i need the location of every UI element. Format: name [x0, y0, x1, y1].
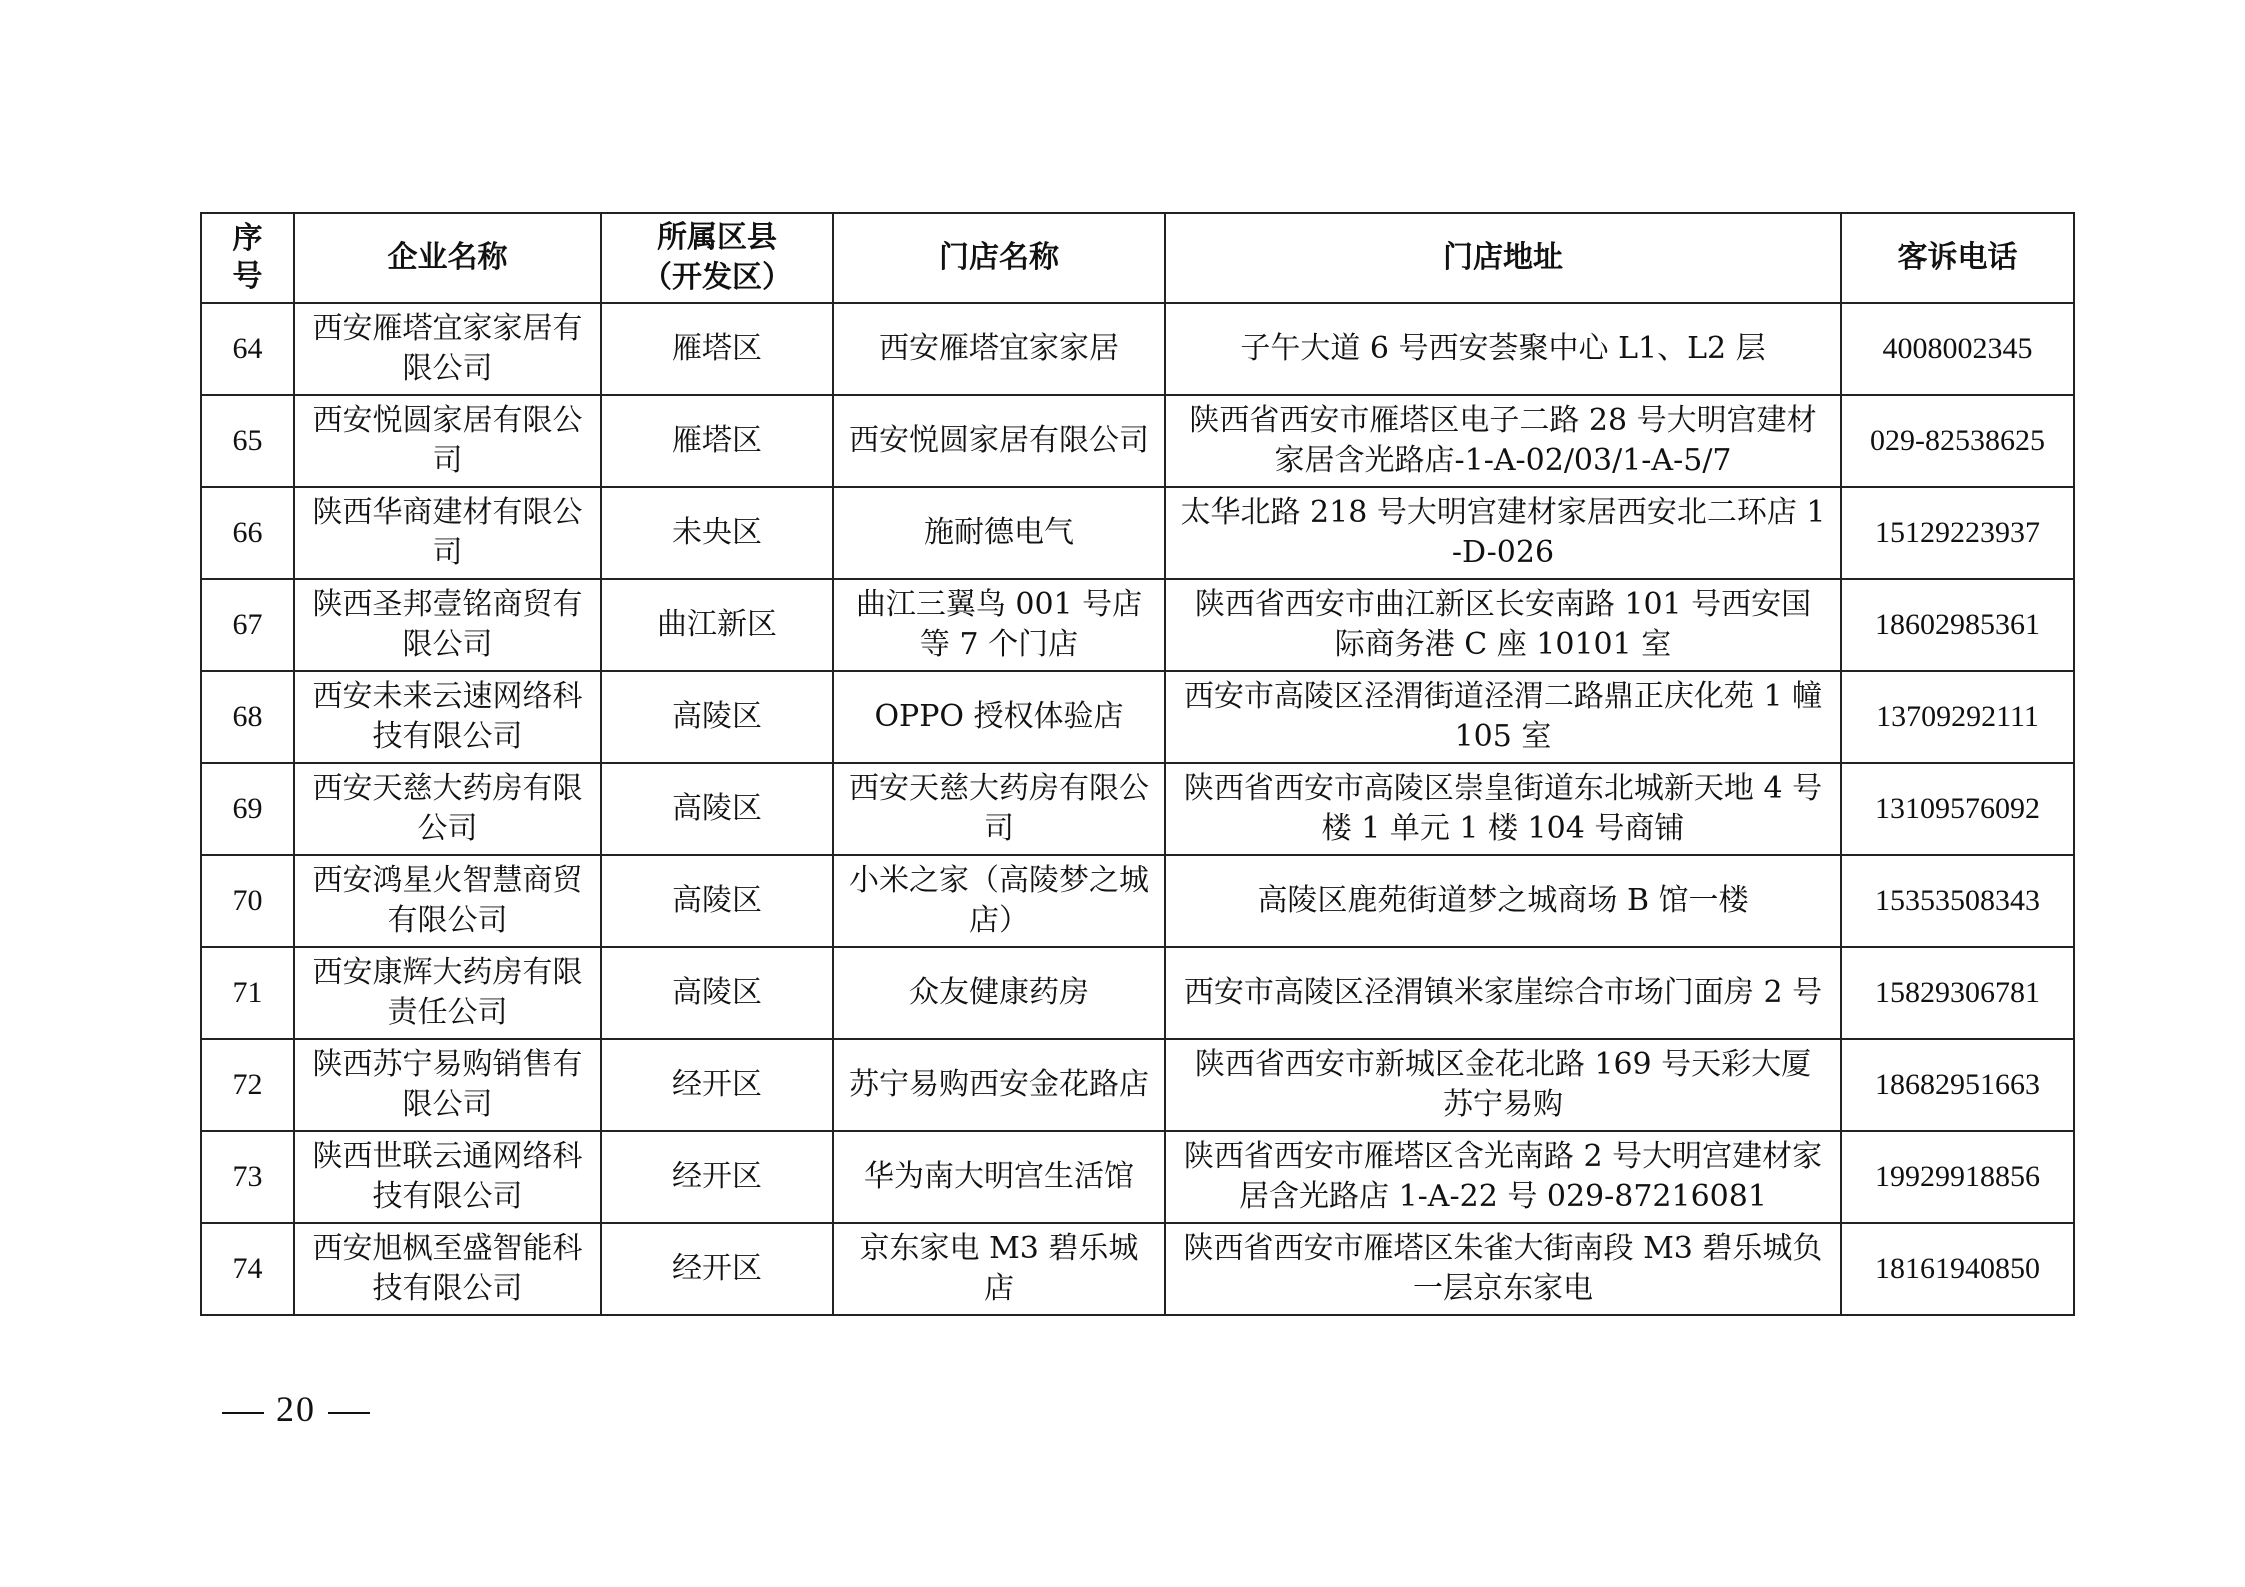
table-row — [201, 395, 2074, 487]
cell-address: 高陵区鹿苑街道梦之城商场 B 馆一楼 — [1165, 855, 1841, 947]
header-phone: 客诉电话 — [1841, 213, 2074, 303]
cell-company: 西安未来云速网络科技有限公司 — [294, 671, 601, 763]
table-row — [201, 579, 2074, 671]
cell-district: 未央区 — [601, 487, 833, 579]
cell-address: 西安市高陵区泾渭镇米家崖综合市场门面房 2 号 — [1165, 947, 1841, 1039]
cell-store: 西安悦圆家居有限公司 — [833, 395, 1165, 487]
header-district-line2: （开发区） — [642, 260, 792, 295]
header-address: 门店地址 — [1165, 213, 1841, 303]
header-district-line1: 所属区县 — [657, 220, 777, 255]
header-seq-line1: 序 — [232, 221, 263, 256]
cell-store: 小米之家（高陵梦之城店） — [833, 855, 1165, 947]
cell-phone: 13109576092 — [1841, 763, 2074, 855]
cell-district: 雁塔区 — [601, 395, 833, 487]
table-header — [201, 213, 2074, 303]
cell-company: 西安天慈大药房有限公司 — [294, 763, 601, 855]
table-row — [201, 1223, 2074, 1315]
cell-seq: 73 — [201, 1131, 294, 1223]
cell-phone: 029-82538625 — [1841, 395, 2074, 487]
cell-company: 陕西世联云通网络科技有限公司 — [294, 1131, 601, 1223]
cell-store: 施耐德电气 — [833, 487, 1165, 579]
cell-company: 西安旭枫至盛智能科技有限公司 — [294, 1223, 601, 1315]
dash-left — [222, 1412, 264, 1414]
cell-store: 曲江三翼鸟 001 号店等 7 个门店 — [833, 579, 1165, 671]
header-seq-line2: 号 — [232, 259, 263, 294]
page-number-footer — [210, 1388, 382, 1430]
table-row — [201, 487, 2074, 579]
cell-phone: 15829306781 — [1841, 947, 2074, 1039]
cell-seq: 67 — [201, 579, 294, 671]
cell-phone: 15129223937 — [1841, 487, 2074, 579]
cell-store: 西安雁塔宜家家居 — [833, 303, 1165, 395]
cell-district: 经开区 — [601, 1131, 833, 1223]
cell-seq: 64 — [201, 303, 294, 395]
table-body — [201, 303, 2074, 1315]
cell-seq: 70 — [201, 855, 294, 947]
cell-seq: 71 — [201, 947, 294, 1039]
table-row — [201, 947, 2074, 1039]
cell-phone: 13709292111 — [1841, 671, 2074, 763]
header-company: 企业名称 — [294, 213, 601, 303]
cell-seq: 66 — [201, 487, 294, 579]
cell-district: 高陵区 — [601, 763, 833, 855]
table-row — [201, 763, 2074, 855]
cell-address: 陕西省西安市高陵区崇皇街道东北城新天地 4 号楼 1 单元 1 楼 104 号商铺 — [1165, 763, 1841, 855]
cell-store: OPPO 授权体验店 — [833, 671, 1165, 763]
header-store: 门店名称 — [833, 213, 1165, 303]
cell-address: 陕西省西安市新城区金花北路 169 号天彩大厦苏宁易购 — [1165, 1039, 1841, 1131]
header-row — [201, 213, 2074, 303]
cell-address: 陕西省西安市雁塔区电子二路 28 号大明宫建材家居含光路店-1-A-02/03/1-A-5/7 — [1165, 395, 1841, 487]
cell-company: 西安康辉大药房有限责任公司 — [294, 947, 601, 1039]
cell-phone: 4008002345 — [1841, 303, 2074, 395]
store-list-table — [200, 212, 2075, 1316]
table-row — [201, 1131, 2074, 1223]
cell-phone: 18602985361 — [1841, 579, 2074, 671]
table-row — [201, 671, 2074, 763]
table-row — [201, 303, 2074, 395]
cell-district: 雁塔区 — [601, 303, 833, 395]
cell-district: 曲江新区 — [601, 579, 833, 671]
cell-district: 高陵区 — [601, 855, 833, 947]
cell-store: 众友健康药房 — [833, 947, 1165, 1039]
table-row — [201, 1039, 2074, 1131]
cell-seq: 74 — [201, 1223, 294, 1315]
cell-company: 陕西苏宁易购销售有限公司 — [294, 1039, 601, 1131]
header-seq — [201, 213, 294, 303]
cell-seq: 65 — [201, 395, 294, 487]
page-number: 20 — [276, 1389, 316, 1429]
cell-company: 西安悦圆家居有限公司 — [294, 395, 601, 487]
dash-right — [328, 1412, 370, 1414]
cell-district: 经开区 — [601, 1223, 833, 1315]
cell-seq: 72 — [201, 1039, 294, 1131]
cell-address: 西安市高陵区泾渭街道泾渭二路鼎正庆化苑 1 幢 105 室 — [1165, 671, 1841, 763]
cell-store: 华为南大明宫生活馆 — [833, 1131, 1165, 1223]
cell-phone: 19929918856 — [1841, 1131, 2074, 1223]
cell-address: 子午大道 6 号西安荟聚中心 L1、L2 层 — [1165, 303, 1841, 395]
cell-seq: 69 — [201, 763, 294, 855]
cell-district: 高陵区 — [601, 671, 833, 763]
cell-company: 陕西圣邦壹铭商贸有限公司 — [294, 579, 601, 671]
cell-address: 陕西省西安市雁塔区含光南路 2 号大明宫建材家居含光路店 1-A-22 号 029-87216081 — [1165, 1131, 1841, 1223]
cell-district: 经开区 — [601, 1039, 833, 1131]
table-row — [201, 855, 2074, 947]
cell-store: 苏宁易购西安金花路店 — [833, 1039, 1165, 1131]
cell-store: 京东家电 M3 碧乐城店 — [833, 1223, 1165, 1315]
cell-company: 陕西华商建材有限公司 — [294, 487, 601, 579]
cell-seq: 68 — [201, 671, 294, 763]
cell-company: 西安雁塔宜家家居有限公司 — [294, 303, 601, 395]
cell-address: 陕西省西安市雁塔区朱雀大街南段 M3 碧乐城负一层京东家电 — [1165, 1223, 1841, 1315]
cell-address: 太华北路 218 号大明宫建材家居西安北二环店 1-D-026 — [1165, 487, 1841, 579]
cell-company: 西安鸿星火智慧商贸有限公司 — [294, 855, 601, 947]
header-district — [601, 213, 833, 303]
cell-phone: 18682951663 — [1841, 1039, 2074, 1131]
cell-store: 西安天慈大药房有限公司 — [833, 763, 1165, 855]
cell-phone: 18161940850 — [1841, 1223, 2074, 1315]
cell-phone: 15353508343 — [1841, 855, 2074, 947]
cell-district: 高陵区 — [601, 947, 833, 1039]
cell-address: 陕西省西安市曲江新区长安南路 101 号西安国际商务港 C 座 10101 室 — [1165, 579, 1841, 671]
